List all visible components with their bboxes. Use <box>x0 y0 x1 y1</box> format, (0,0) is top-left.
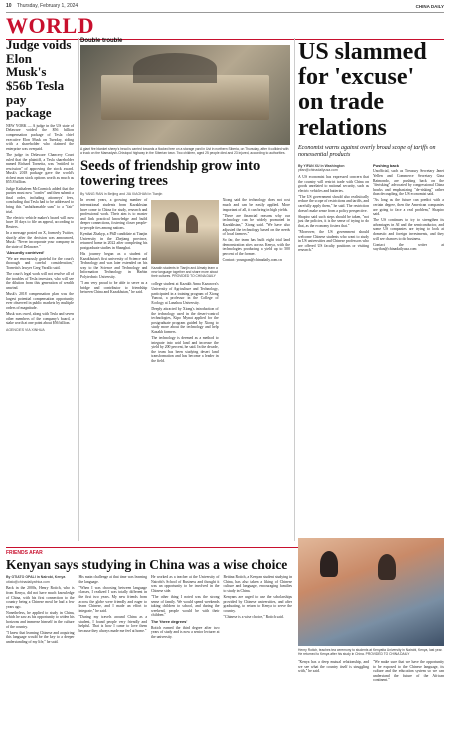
tea-ceremony-photo[interactable] <box>298 538 444 646</box>
right-byline: By YIFAN XU in Washington <box>298 163 345 168</box>
right-deck: Economist warns against overly broad scope of tariffs on nonessential products <box>298 144 436 158</box>
top-content <box>6 38 444 543</box>
paragraph: "We are enormously grateful for the court's thorough and careful consideration," Tornetta's lawyer Greg Varallo said. <box>6 256 74 271</box>
paragraph: Bettina Rotich, a Kenyan student studying in China, has also taken a liking of Chinese culture and language, encouraging families to study in China. <box>223 575 292 593</box>
bottom-headline[interactable]: Kenyan says studying in China was a wise choice <box>6 557 288 572</box>
paragraph: His main challenge at that time was learning the language. <box>78 575 147 584</box>
paragraph: college student at Kazakh Anna Kazarova's University of Agriculture and Technology, participated in a training program of Xiong Yuncui, a professor in the College of Ecology at Lanzhou University. <box>151 282 219 305</box>
bottom-right-col-1 <box>298 660 369 684</box>
left-byline: AGENCIES VIA XINHUA <box>6 327 45 332</box>
section-title: WORLD <box>6 15 444 40</box>
paragraph: Xiong said the technology does not cost much and can be easily applied. More important of all, it can bring in high yields. <box>222 198 290 212</box>
tea-photo-caption: Henry Rotich, teaches tea ceremony to students at Kenyatta University in Nairobi, Kenya, last year. He returned to Kenya after his study in China. PROVIDED TO CHINA DAILY <box>298 648 443 656</box>
paragraph: The technology is deemed as a method to integrate into arid land and increase the yield by 200 percent, he said. In the decade, the team has been studying desert land transformation and has become a leader in the field. <box>151 335 219 363</box>
paragraph: "There are financial reasons why our technology can be widely promoted in Kazakhstan," Xiong said. "We have also adjusted the technology based on the needs of local farmers." <box>222 213 290 237</box>
paragraph: The US continues to try to strengthen its advantages in AI and the semiconductor, and some US companies are trying to look at domestic and foreign investments, and they will see chances to do business. <box>373 218 444 241</box>
paragraph: The court's legal work will not resolve all of the troubles of Tesla investors, who will see the dilution from this generation of wealth unwind. <box>6 272 74 290</box>
paragraph: "The US government should also realistically reduce the scope of restrictions and tariffs, and carefully apply them," he said. The restriction doesn't make sense from a policy perspective. <box>298 194 369 213</box>
right-subhead: Pushing back <box>373 162 400 168</box>
right-story <box>298 38 444 254</box>
middle-byline: By YANG RAN in Beijing and JIA XIAOHAN in Tianjin <box>80 192 163 197</box>
bottom-byline-email: otiato@chinadailyafrica.com <box>6 579 50 584</box>
paragraph: "Kenya has a deep mutual relationship, and we see what the country itself is struggling with," he said. <box>298 660 369 674</box>
paragraph: Nonetheless, he applied to study in China, which he saw as his opportunity to widen his horizons and immerse himself in the culture of the country. <box>6 610 75 629</box>
friends-afar-section <box>6 547 444 741</box>
bottom-col-4 <box>224 575 293 646</box>
paragraph: "Chinese is a wise choice," Rotich said. <box>223 614 284 619</box>
right-col-2 <box>373 162 444 255</box>
bottom-right <box>298 538 444 684</box>
top-bar <box>6 0 444 13</box>
paragraph: Kymbat Zhakyp, a PhD candidate at Tianjin University in the Zhejiang province, returned home in 2022 after completing his postgraduate studies in Shanghai. <box>80 232 148 250</box>
paragraph: Musk was owed, along with Tesla and seven other members of the company's board, a stake worth at one point about $56 billion. <box>6 311 74 326</box>
right-byline-email: yifan@chinadailyusa.com <box>298 168 338 173</box>
paragraph: Deeply attracted by Xiong's introduction of the technology used in the desert-control technologies, Kipo Mynat applied for the postgraduate program guided by Xiong to study more about the technology and help Kazakh farmers. <box>151 306 219 334</box>
paragraph: Back in the 2000s, Henry Rotich, who is from Kenya, did not have much knowledge of China, with his first connection to the country being a Chinese meal he had a few years ago. <box>6 586 75 609</box>
paragraph: Unofficial, such as Treasury Secretary Janet Yellen and Commerce Secretary Gina Raimondo, are pushing back on the "derisking" advocated by congressional China hawks and emphasizing "de-risking" rather than decoupling, the US economist said. <box>373 169 444 197</box>
paragraph: The electric vehicle maker's board will now have 10 days to file an appeal, according to Reuters. <box>6 215 74 229</box>
middle-col-3 <box>223 198 290 365</box>
bottom-right-col-2 <box>373 660 444 684</box>
paragraph: "The other thing I noted was the strong sense of family. We would spend weekends taking children to school, and during the weekend, people would be with their children." <box>151 595 220 618</box>
paragraph: "During my travels around China as a student, I found people very friendly and helpful. That is how I came to love them because they always made me feel at home." <box>78 614 147 633</box>
middle-headline[interactable]: Seeds of friendship grow into towering trees <box>80 158 261 190</box>
paragraph: "We make sure that we have the opportunity to be exposed to the Chinese language, its culture and the education system so we can understand the future of the African continent." <box>373 660 444 683</box>
photo-caption: A giant fire blanket sheep's head is carried towards a flocked tree on a storage yard in Ust in northern Siberia, on Thursday, after it collided with a truck on the Mamadysh-Chistopol highway in the Siberian town. Two children, aged 25 people died and 23 injured, according to authorities. <box>80 147 289 155</box>
paragraph: Judge Kathaleen McCormick added that the parties must now "confer" and then submit a final order, including attorneys' fees, concluding that Tesla had to be addressed to bring this "unfathomable sum" to a "fair" trial. <box>6 186 74 214</box>
left-headline[interactable]: Judge voids Elon Musk's $56b Tesla pay package <box>6 37 72 121</box>
paragraph: Contact: youngran@chinadaily.com.cn <box>222 258 282 263</box>
bottom-byline: By OTIATO OPALI in Nairobi, Kenya <box>6 575 66 580</box>
masthead: CHINA DAILY <box>415 3 444 9</box>
paragraph: In a message posted on X, formerly Twitter, shortly after the decision was announced, Musk: "Never incorporate your company in the state of Delaware." <box>6 230 74 249</box>
left-subhead: 'Absurdly contrived' <box>6 250 45 256</box>
left-body <box>6 124 74 326</box>
left-story <box>6 38 74 332</box>
paragraph: NEW YORK — A judge in the US state of Delaware voided the $56 billion compensation package of Tesla chief executive Elon Musk on Tuesday, siding with a shareholder who claimed the enterprise was overpaid. <box>6 123 74 151</box>
bottom-story <box>6 556 292 646</box>
photo-label: Double trouble <box>80 38 123 44</box>
paragraph: Contact the writer at xuyifan@chinadailyusa.com <box>373 242 444 252</box>
news-photo[interactable] <box>80 45 290 145</box>
paragraph: "I knew that learning Chinese and acquiring this language would be the key to a deeper understanding of my life," he said. <box>6 630 75 644</box>
right-col-1 <box>298 162 369 255</box>
paragraph: Kenyans are urged to use the scholarships provided by Chinese universities, and after graduating, to return to Kenya to serve the country. <box>223 595 292 613</box>
right-columns <box>298 162 444 255</box>
paragraph: He worked as a teacher at the University of Nairobi's School of Business and thought it was an opportunity to be involved in the Chinese side. <box>151 575 220 593</box>
bottom-col-1 <box>6 575 75 646</box>
page-number: 10 <box>6 3 12 9</box>
bottom-subhead: The 'three degrees' <box>151 619 188 625</box>
paragraph: So far, the team has built eight trial land demonstration sites across Kenya, with the technologies producing a yield up to 500 percent of the former. <box>222 238 290 256</box>
students-photo-caption: Kazakh students in Tianjin and Almaty learn a new language together and share more about their cultures. PROVIDED TO CHINA DAILY <box>151 266 219 279</box>
middle-story <box>80 38 290 365</box>
students-photo[interactable] <box>151 200 218 264</box>
issue-date: Thursday, February 1, 2024 <box>16 3 79 9</box>
paragraph: "As long as the future can predict with a certain degree, then the American companies are going to face a real problem," Shapiro said. <box>373 198 444 217</box>
middle-col-2 <box>151 198 218 365</box>
bottom-col-2 <box>79 575 148 646</box>
middle-columns <box>80 198 290 365</box>
middle-col-1 <box>80 198 147 365</box>
section-label: FRIENDS AFAR <box>6 550 43 556</box>
paragraph: Musk's 2018 compensation plan was the largest potential compensation opportunity ever observed in public markets by multiple orders of magnitude. <box>6 292 74 310</box>
paragraph: In recent years, a growing number of international students from Kazakhstan have come to China for study, research and professional work. Their aim is to master and link practical knowledge and build deeper connections, fostering closer people-to-people ties among nations. <box>80 198 148 230</box>
right-headline[interactable]: US slammed for 'excuse' on trade relations <box>298 39 427 141</box>
paragraph: "Moreover, the US government should welcome Chinese students who want to study in US universities and Chinese professors who are offered US faculty positions or visiting research." <box>298 229 369 253</box>
paragraph: "I am very proud to be able to serve as a bridge and contributor to friendship between China and Kazakhstan," he said. <box>80 281 148 295</box>
paragraph: His journey began as a student of Kazakhstan's first university of Science and Technology and was later extended on his way to the Science and Technology and Information Technology in Harbin Polytechnic University. <box>80 251 148 279</box>
paragraph: The judge in Delaware Chancery Court ruled that the plaintiff, a Tesla shareholder named Richard Tornetta, was "entitled to rescission" of approving the stock award. Musk's 2018 package gave the world's richest man stock options worth as much as $55.8 billion. <box>6 152 74 185</box>
paragraph: A US economist has expressed concern that the country will restrict trade with China on goods unrelated to national security, such as electric vehicles and batteries. <box>298 174 369 193</box>
bottom-col-3 <box>151 575 220 646</box>
paragraph: Rotich earned the third degree after two years of study and is now a senior lecturer at the university. <box>151 625 220 639</box>
paragraph: Shapiro said such steps should be taken, "not just the policies, it is the sense of trying to do that, as the economy fosters that." <box>298 214 369 228</box>
paragraph: "When I was choosing between language classes, I realized I was totally different in the first two years. My new friends from across the globe were friendly and eager to learn Chinese, and I made an effort to integrate," he said. <box>78 585 147 613</box>
